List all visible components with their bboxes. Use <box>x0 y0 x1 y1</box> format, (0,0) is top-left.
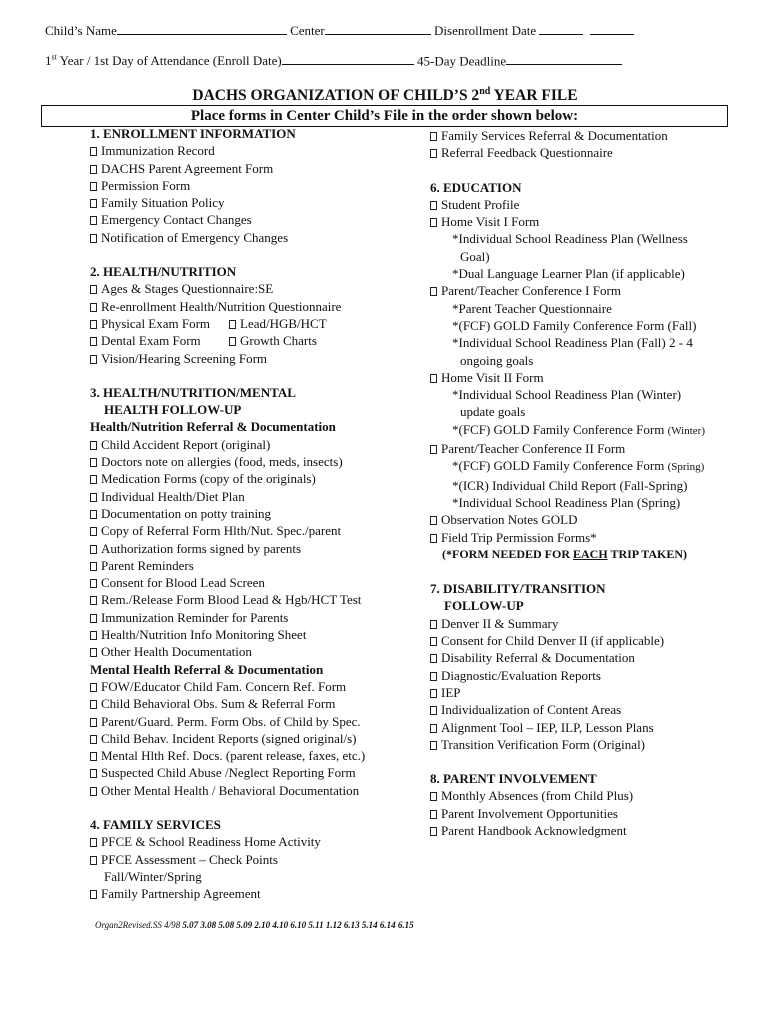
checklist-item-label: Home Visit II Form <box>441 369 544 385</box>
checkbox[interactable] <box>430 534 437 543</box>
checklist-item-label: Child Behav. Incident Reports (signed original/s) <box>101 730 357 746</box>
section-heading: 3. HEALTH/NUTRITION/MENTAL <box>90 384 296 400</box>
checklist-item <box>90 782 365 799</box>
spacer <box>430 162 705 179</box>
checklist-item <box>90 713 365 730</box>
checklist-item-label: Student Profile <box>441 196 520 212</box>
disenrollment-label: Disenrollment Date <box>434 23 537 38</box>
field-trip-note: (*FORM NEEDED FOR EACH TRIP TAKEN) <box>442 546 688 561</box>
checklist-item <box>430 282 705 299</box>
checklist-item <box>90 160 365 177</box>
checkbox[interactable] <box>229 320 236 329</box>
checklist-item <box>90 695 365 712</box>
checklist-item <box>430 615 705 632</box>
checkbox[interactable] <box>430 149 437 158</box>
checklist-item-pair <box>90 332 365 349</box>
spacer <box>90 799 365 816</box>
checklist-item-label: Other Mental Health / Behavioral Documentation <box>101 782 360 798</box>
checklist-item-label: Re-enrollment Health/Nutrition Questionnaire <box>101 298 342 314</box>
checkbox[interactable] <box>90 648 97 657</box>
checkbox[interactable] <box>430 445 437 454</box>
section-heading-continued: HEALTH FOLLOW-UP <box>104 402 242 418</box>
checklist-item-label: Growth Charts <box>240 333 317 349</box>
subsection-heading: Mental Health Referral & Documentation <box>90 661 324 677</box>
checkbox[interactable] <box>430 218 437 227</box>
checklist-item-label: Parent/Teacher Conference II Form <box>441 441 626 457</box>
checklist-item <box>430 440 705 457</box>
disenrollment-field-2[interactable] <box>590 23 634 35</box>
checkbox[interactable] <box>90 562 97 571</box>
checkbox[interactable] <box>90 147 97 156</box>
checklist-item <box>430 632 705 649</box>
checklist-item-label: IEP <box>441 684 461 700</box>
checklist-item <box>90 505 365 522</box>
instruction-banner: Place forms in Center Child’s File in the order shown below: <box>41 105 728 127</box>
checkbox[interactable] <box>90 700 97 709</box>
checklist-item-label: Notification of Emergency Changes <box>101 229 289 245</box>
checklist-item <box>90 591 365 608</box>
checklist-item-label: Health/Nutrition Info Monitoring Sheet <box>101 627 307 643</box>
checklist-item-label: Emergency Contact Changes <box>101 212 252 228</box>
checkbox[interactable] <box>430 132 437 141</box>
checklist-item <box>90 298 365 315</box>
checkbox[interactable] <box>430 792 437 801</box>
checklist-item-label: Rem./Release Form Blood Lead & Hgb/HCT Test <box>101 592 362 608</box>
checkbox[interactable] <box>90 735 97 744</box>
checklist-item <box>430 787 705 804</box>
checklist-item-label: Documentation on potty training <box>101 505 272 521</box>
checklist-item-label: Consent for Child Denver II (if applicable) <box>441 633 665 649</box>
checklist-item <box>90 764 365 781</box>
checklist-item-label: FOW/Educator Child Fam. Concern Ref. Form <box>101 678 347 694</box>
checklist-item-label: Vision/Hearing Screening Form <box>101 350 268 366</box>
checklist-item-label: Dental Exam Form <box>101 333 201 349</box>
checklist-item <box>90 211 365 228</box>
section-heading-continued: FOLLOW-UP <box>444 598 524 614</box>
sub-item <box>430 421 705 440</box>
sub-item: *Dual Language Learner Plan (if applicable) <box>452 266 685 282</box>
checklist-item <box>430 127 705 144</box>
checklist-item <box>430 196 705 213</box>
checkbox[interactable] <box>430 516 437 525</box>
checkbox[interactable] <box>90 631 97 640</box>
checkbox[interactable] <box>90 838 97 847</box>
checklist-item <box>430 736 705 753</box>
center-label: Center <box>290 23 325 38</box>
checkbox[interactable] <box>90 320 97 329</box>
checklist-item-label: Suspected Child Abuse /Neglect Reporting Form <box>101 765 356 781</box>
checkbox[interactable] <box>90 856 97 865</box>
checklist-item-label: Parent Handbook Acknowledgment <box>441 822 627 838</box>
section-heading: 1. ENROLLMENT INFORMATION <box>90 126 296 141</box>
checklist-item-label: Child Behavioral Obs. Sum & Referral Form <box>101 696 336 712</box>
checkbox[interactable] <box>430 810 437 819</box>
checklist-item-label: Lead/HGB/HCT <box>240 315 327 331</box>
deadline-field[interactable] <box>506 53 622 65</box>
sub-item: *(FCF) GOLD Family Conference Form (Fall) <box>452 317 697 333</box>
sub-item-label: *(FCF) GOLD Family Conference Form <box>452 458 668 474</box>
checkbox[interactable] <box>90 596 97 605</box>
sub-item: *Individual School Readiness Plan (Winter) <box>452 387 682 403</box>
spacer <box>90 246 365 263</box>
checklist-item-label: Home Visit I Form <box>441 214 540 230</box>
section-heading: 7. DISABILITY/TRANSITION <box>430 581 606 597</box>
checklist-item-label: Child Accident Report (original) <box>101 436 271 452</box>
subsection-heading: Health/Nutrition Referral & Documentation <box>90 419 336 435</box>
checkbox[interactable] <box>430 620 437 629</box>
checklist-item <box>430 529 705 546</box>
checklist-item <box>430 822 705 839</box>
checklist-item <box>90 643 365 660</box>
right-column <box>430 127 705 839</box>
checkbox[interactable] <box>90 182 97 191</box>
checkbox[interactable] <box>90 787 97 796</box>
checkbox[interactable] <box>430 374 437 383</box>
checklist-item <box>90 678 365 695</box>
checkbox[interactable] <box>90 165 97 174</box>
checkbox[interactable] <box>229 337 236 346</box>
checklist-item <box>90 229 365 246</box>
checkbox[interactable] <box>90 285 97 294</box>
section-heading: 2. HEALTH/NUTRITION <box>90 264 237 280</box>
checklist-item <box>90 609 365 626</box>
checklist-item-label: Diagnostic/Evaluation Reports <box>441 667 601 683</box>
checklist-item-label: Permission Form <box>101 177 191 193</box>
checkbox[interactable] <box>90 355 97 364</box>
checklist-item-label: Doctors note on allergies (food, meds, insects) <box>101 454 343 470</box>
checklist-item <box>90 142 365 159</box>
checklist-item-label: Mental Hlth Ref. Docs. (parent release, faxes, etc.) <box>101 748 366 764</box>
checklist-item-label: Family Situation Policy <box>101 195 225 211</box>
checkbox[interactable] <box>430 201 437 210</box>
checklist-item-label: Parent/Teacher Conference I Form <box>441 283 621 299</box>
checkbox[interactable] <box>90 493 97 502</box>
checkbox[interactable] <box>90 303 97 312</box>
sub-item: *Individual School Readiness Plan (Wellness <box>452 231 688 247</box>
checklist-item <box>90 350 365 367</box>
childs-name-label: Child’s Name <box>45 23 117 38</box>
sub-item: *Individual School Readiness Plan (Fall) 2 - 4 <box>452 335 693 351</box>
checklist-item-label: Monthly Absences (from Child Plus) <box>441 788 634 804</box>
checkbox[interactable] <box>430 689 437 698</box>
checklist-item-label: DACHS Parent Agreement Form <box>101 160 274 176</box>
checklist-item <box>90 557 365 574</box>
checklist-item <box>90 851 365 868</box>
checklist-item <box>430 701 705 718</box>
checkbox[interactable] <box>90 752 97 761</box>
left-column <box>90 125 365 902</box>
checklist-item-label: PFCE Assessment – Check Points <box>101 851 278 867</box>
sub-item <box>430 457 705 476</box>
checklist-item-label: Parent Involvement Opportunities <box>441 805 618 821</box>
checklist-item <box>90 177 365 194</box>
checklist-item-pair <box>90 315 365 332</box>
checklist-item <box>90 436 365 453</box>
spacer <box>90 367 365 384</box>
checkbox[interactable] <box>90 441 97 450</box>
checklist-item <box>90 574 365 591</box>
checkbox[interactable] <box>90 216 97 225</box>
disenrollment-field-1[interactable] <box>539 23 583 35</box>
sub-item-season: (Winter) <box>667 424 705 437</box>
checkbox[interactable] <box>90 545 97 554</box>
checkbox[interactable] <box>430 287 437 296</box>
page-title: DACHS ORGANIZATION OF CHILD’S 2nd YEAR FILE <box>192 86 578 105</box>
checkbox[interactable] <box>430 724 437 733</box>
checklist-item <box>90 470 365 487</box>
checklist-item <box>90 747 365 764</box>
header-row-2 <box>45 53 622 69</box>
checklist-item <box>90 522 365 539</box>
checklist-item <box>430 511 705 528</box>
checklist-item-label: Consent for Blood Lead Screen <box>101 575 265 591</box>
checkbox[interactable] <box>430 672 437 681</box>
checklist-item <box>430 369 705 386</box>
checkbox[interactable] <box>90 527 97 536</box>
checklist-item <box>90 280 365 297</box>
spacer <box>430 563 705 580</box>
sub-item-continued: Goal) <box>460 248 490 264</box>
sub-item: *Individual School Readiness Plan (Spring) <box>452 494 681 510</box>
checklist-item-label: Immunization Record <box>101 143 215 159</box>
enroll-date-field[interactable] <box>282 53 414 65</box>
checklist-item <box>90 885 365 902</box>
checklist-item-label: Denver II & Summary <box>441 615 559 631</box>
checkbox[interactable] <box>430 741 437 750</box>
checklist-item-label: Individual Health/Diet Plan <box>101 488 245 504</box>
checklist-item-continued: Fall/Winter/Spring <box>104 868 202 884</box>
checklist-item-label: Transition Verification Form (Original) <box>441 736 646 752</box>
checklist-item <box>430 667 705 684</box>
checklist-item-label: Observation Notes GOLD <box>441 512 578 528</box>
checklist-item-label: Physical Exam Form <box>101 315 211 331</box>
sub-item-label: *(FCF) GOLD Family Conference Form <box>452 421 668 437</box>
checklist-item-label: Alignment Tool – IEP, ILP, Lesson Plans <box>441 719 654 735</box>
checkbox[interactable] <box>90 683 97 692</box>
section-heading: 8. PARENT INVOLVEMENT <box>430 771 597 787</box>
checkbox[interactable] <box>90 718 97 727</box>
sub-item-continued: ongoing goals <box>460 352 534 368</box>
checklist-item-label: Family Partnership Agreement <box>101 886 261 902</box>
checkbox[interactable] <box>90 614 97 623</box>
header-row-1 <box>45 23 634 39</box>
checklist-item-label: Field Trip Permission Forms* <box>441 529 597 545</box>
checklist-item-label: Copy of Referral Form Hlth/Nut. Spec./parent <box>101 523 342 539</box>
checklist-item <box>430 805 705 822</box>
checkbox[interactable] <box>90 199 97 208</box>
checkbox[interactable] <box>90 475 97 484</box>
checkbox[interactable] <box>90 890 97 899</box>
checklist-item-label: Parent Reminders <box>101 557 194 573</box>
section-heading: 4. FAMILY SERVICES <box>90 816 221 832</box>
checklist-item <box>90 453 365 470</box>
first-year-label: 1st Year / 1st Day of Attendance (Enroll Date) <box>45 53 282 69</box>
checkbox[interactable] <box>90 510 97 519</box>
sub-item-continued: update goals <box>460 404 526 420</box>
checkbox[interactable] <box>90 769 97 778</box>
spacer <box>430 753 705 770</box>
checklist-item <box>90 488 365 505</box>
checklist-item-label: Medication Forms (copy of the originals) <box>101 471 316 487</box>
deadline-label: 45-Day Deadline <box>417 53 507 69</box>
checkbox[interactable] <box>90 579 97 588</box>
checklist-item <box>90 833 365 850</box>
checklist-item-label: Ages & Stages Questionnaire:SE <box>101 281 274 297</box>
checklist-item <box>430 649 705 666</box>
checkbox[interactable] <box>430 637 437 646</box>
checklist-item-label: Immunization Reminder for Parents <box>101 609 289 625</box>
checklist-item <box>90 194 365 211</box>
checklist-item-label: Individualization of Content Areas <box>441 702 622 718</box>
checklist-item <box>90 540 365 557</box>
childs-name-field[interactable] <box>117 23 287 35</box>
checklist-item-label: Authorization forms signed by parents <box>101 540 302 556</box>
sub-item: *(ICR) Individual Child Report (Fall-Spring) <box>452 477 688 493</box>
checkbox[interactable] <box>90 458 97 467</box>
checklist-item <box>430 144 705 161</box>
checkbox[interactable] <box>90 234 97 243</box>
checklist-item-label: Other Health Documentation <box>101 644 252 660</box>
checklist-item <box>430 684 705 701</box>
checklist-item <box>90 730 365 747</box>
checkbox[interactable] <box>430 706 437 715</box>
sub-item: *Parent Teacher Questionnaire <box>452 300 612 316</box>
checklist-item-label: Family Services Referral & Documentation <box>441 128 668 143</box>
checkbox[interactable] <box>430 654 437 663</box>
sub-item-season: (Spring) <box>667 461 705 474</box>
checkbox[interactable] <box>430 827 437 836</box>
checklist-item <box>430 719 705 736</box>
checkbox[interactable] <box>90 337 97 346</box>
checklist-item-label: Disability Referral & Documentation <box>441 650 635 666</box>
footer-revision: Organ2Revised.SS 4/98 5.07 3.08 5.08 5.09 2.10 4.10 6.10 5.11 1.12 6.13 5.14 6.14 6.15 <box>95 920 414 930</box>
section-heading: 6. EDUCATION <box>430 179 522 195</box>
checklist-item-label: Parent/Guard. Perm. Form Obs. of Child by Spec. <box>101 713 361 729</box>
center-field[interactable] <box>325 23 431 35</box>
checklist-item <box>90 626 365 643</box>
checklist-item <box>430 213 705 230</box>
checklist-item-label: Referral Feedback Questionnaire <box>441 145 613 161</box>
checklist-item-label: PFCE & School Readiness Home Activity <box>101 834 321 850</box>
